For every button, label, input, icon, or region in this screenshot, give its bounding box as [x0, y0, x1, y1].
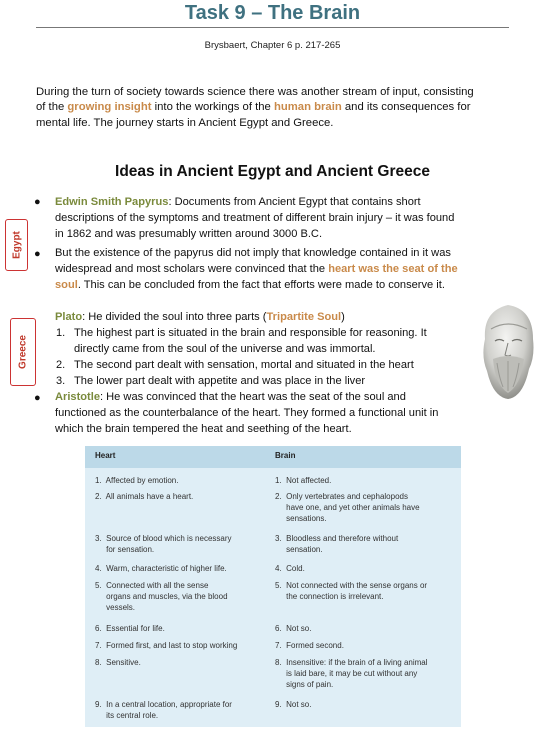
- existence-text-3: . This can be concluded from the fact that efforts were made to conserve it.: [77, 279, 445, 291]
- plato-line: [55, 310, 345, 326]
- papyrus-line-3: in 1862 and was presumably written around 3000 B.C.: [55, 228, 323, 240]
- existence-line-3: [55, 278, 445, 294]
- table-header: [85, 446, 461, 468]
- heart-cell: 7. Formed first, and last to stop working: [95, 641, 238, 650]
- header-brain: Brain: [275, 451, 296, 460]
- heart-brain-table: [85, 446, 461, 727]
- heart-cell: 2. All animals have a heart.: [95, 492, 194, 501]
- intro-text-1: During the turn of society towards science there was another stream of input, consisting of the: [36, 86, 474, 114]
- brain-cell: 8. Insensitive: if the brain of a living animal is laid bare, it may be cut without any signs of pain.: [275, 658, 428, 690]
- brain-cell: 3. Bloodless and therefore without sensation.: [275, 534, 399, 555]
- greece-tag-label: Greece: [17, 335, 29, 369]
- existence-line-1: But the existence of the papyrus did not imply that knowledge contained in it was: [55, 247, 451, 259]
- aristotle-line-3: which the brain tempered the heat and seething of the heart.: [55, 423, 352, 435]
- aristotle-text-1: : He was convinced that the heart was the seat of the soul and: [100, 391, 406, 403]
- header-heart: Heart: [95, 451, 116, 460]
- papyrus-text-1: : Documents from Ancient Egypt that contains short: [168, 196, 421, 208]
- heart-cell: 9. In a central location, appropriate for its central role.: [95, 700, 232, 721]
- plato-item-1-line-1: The highest part is situated in the brain and responsible for reasoning. It: [74, 327, 427, 339]
- plato-item-3: The lower part dealt with appetite and was place in the liver: [74, 375, 366, 387]
- brain-cell: 6. Not so.: [275, 624, 312, 633]
- bullet-marker: ●: [34, 196, 41, 208]
- plato-bust-image: [475, 299, 541, 403]
- bullet-marker: ●: [34, 392, 41, 404]
- heart-cell: 4. Warm, characteristic of higher life.: [95, 564, 227, 573]
- intro-paragraph: [36, 85, 476, 131]
- aristotle-name: Aristotle: [55, 391, 100, 403]
- intro-text-3: and its consequences for mental life. The journey starts in Ancient Egypt and Greece.: [36, 101, 471, 129]
- brain-cell: 5. Not connected with the sense organs or the connection is irrelevant.: [275, 581, 428, 602]
- plato-item-2: The second part dealt with sensation, mortal and situated in the heart: [74, 359, 414, 371]
- egypt-tag: [5, 219, 28, 271]
- highlight-human-brain: human brain: [273, 101, 342, 114]
- heart-cell: 6. Essential for life.: [95, 624, 165, 633]
- papyrus-line-1: [55, 195, 421, 211]
- aristotle-line-2: functioned as the counterbalance of the heart. They formed a functional unit in: [55, 407, 439, 419]
- heart-cell: 5. Connected with all the sense organs and muscles, via the blood vessels.: [95, 581, 228, 613]
- heart-cell: 1. Affected by emotion.: [95, 476, 179, 485]
- brain-cell: 4. Cold.: [275, 564, 305, 573]
- brain-cell: 7. Formed second.: [275, 641, 344, 650]
- egypt-tag-label: Egypt: [11, 231, 22, 259]
- heart-cell: 8. Sensitive.: [95, 658, 141, 667]
- papyrus-name: Edwin Smith Papyrus: [55, 196, 169, 208]
- plato-item-1-line-2: directly came from the soul of the universe and was immortal.: [74, 343, 376, 355]
- page-title: Task 9 – The Brain: [184, 2, 361, 24]
- list-number: 3.: [56, 375, 66, 387]
- brain-cell: 2. Only vertebrates and cephalopods have one, and yet other animals have sensations.: [275, 492, 420, 524]
- brain-cell: 1. Not affected.: [275, 476, 332, 485]
- brain-cell: 9. Not so.: [275, 700, 312, 709]
- aristotle-line-1: [55, 390, 406, 406]
- existence-line-2: [55, 262, 458, 278]
- plato-name: Plato: [55, 311, 83, 323]
- heart-cell: 3. Source of blood which is necessary for sensation.: [95, 534, 232, 555]
- list-number: 1.: [56, 327, 66, 339]
- plato-text-2: ): [341, 311, 345, 323]
- highlight-growing-insight: growing insight: [67, 101, 152, 114]
- greece-tag: [10, 318, 36, 386]
- title-divider: [36, 27, 509, 28]
- papyrus-line-2: descriptions of the symptoms and treatment of different brain injury – it was found: [55, 212, 455, 224]
- existence-text-2: widespread and most scholars were convinced that the: [55, 263, 329, 275]
- plato-text-1: : He divided the soul into three parts (: [82, 311, 267, 323]
- highlight-heart-seat: heart was the seat of the: [328, 263, 458, 275]
- section-heading: Ideas in Ancient Egypt and Ancient Greece: [115, 163, 430, 180]
- highlight-soul: soul: [55, 279, 78, 291]
- highlight-tripartite-soul: Tripartite Soul: [266, 311, 342, 323]
- list-number: 2.: [56, 359, 66, 371]
- bullet-marker: ●: [34, 248, 41, 260]
- intro-text-2: into the workings of the: [151, 101, 274, 114]
- source-citation: Brysbaert, Chapter 6 p. 217-265: [204, 40, 341, 51]
